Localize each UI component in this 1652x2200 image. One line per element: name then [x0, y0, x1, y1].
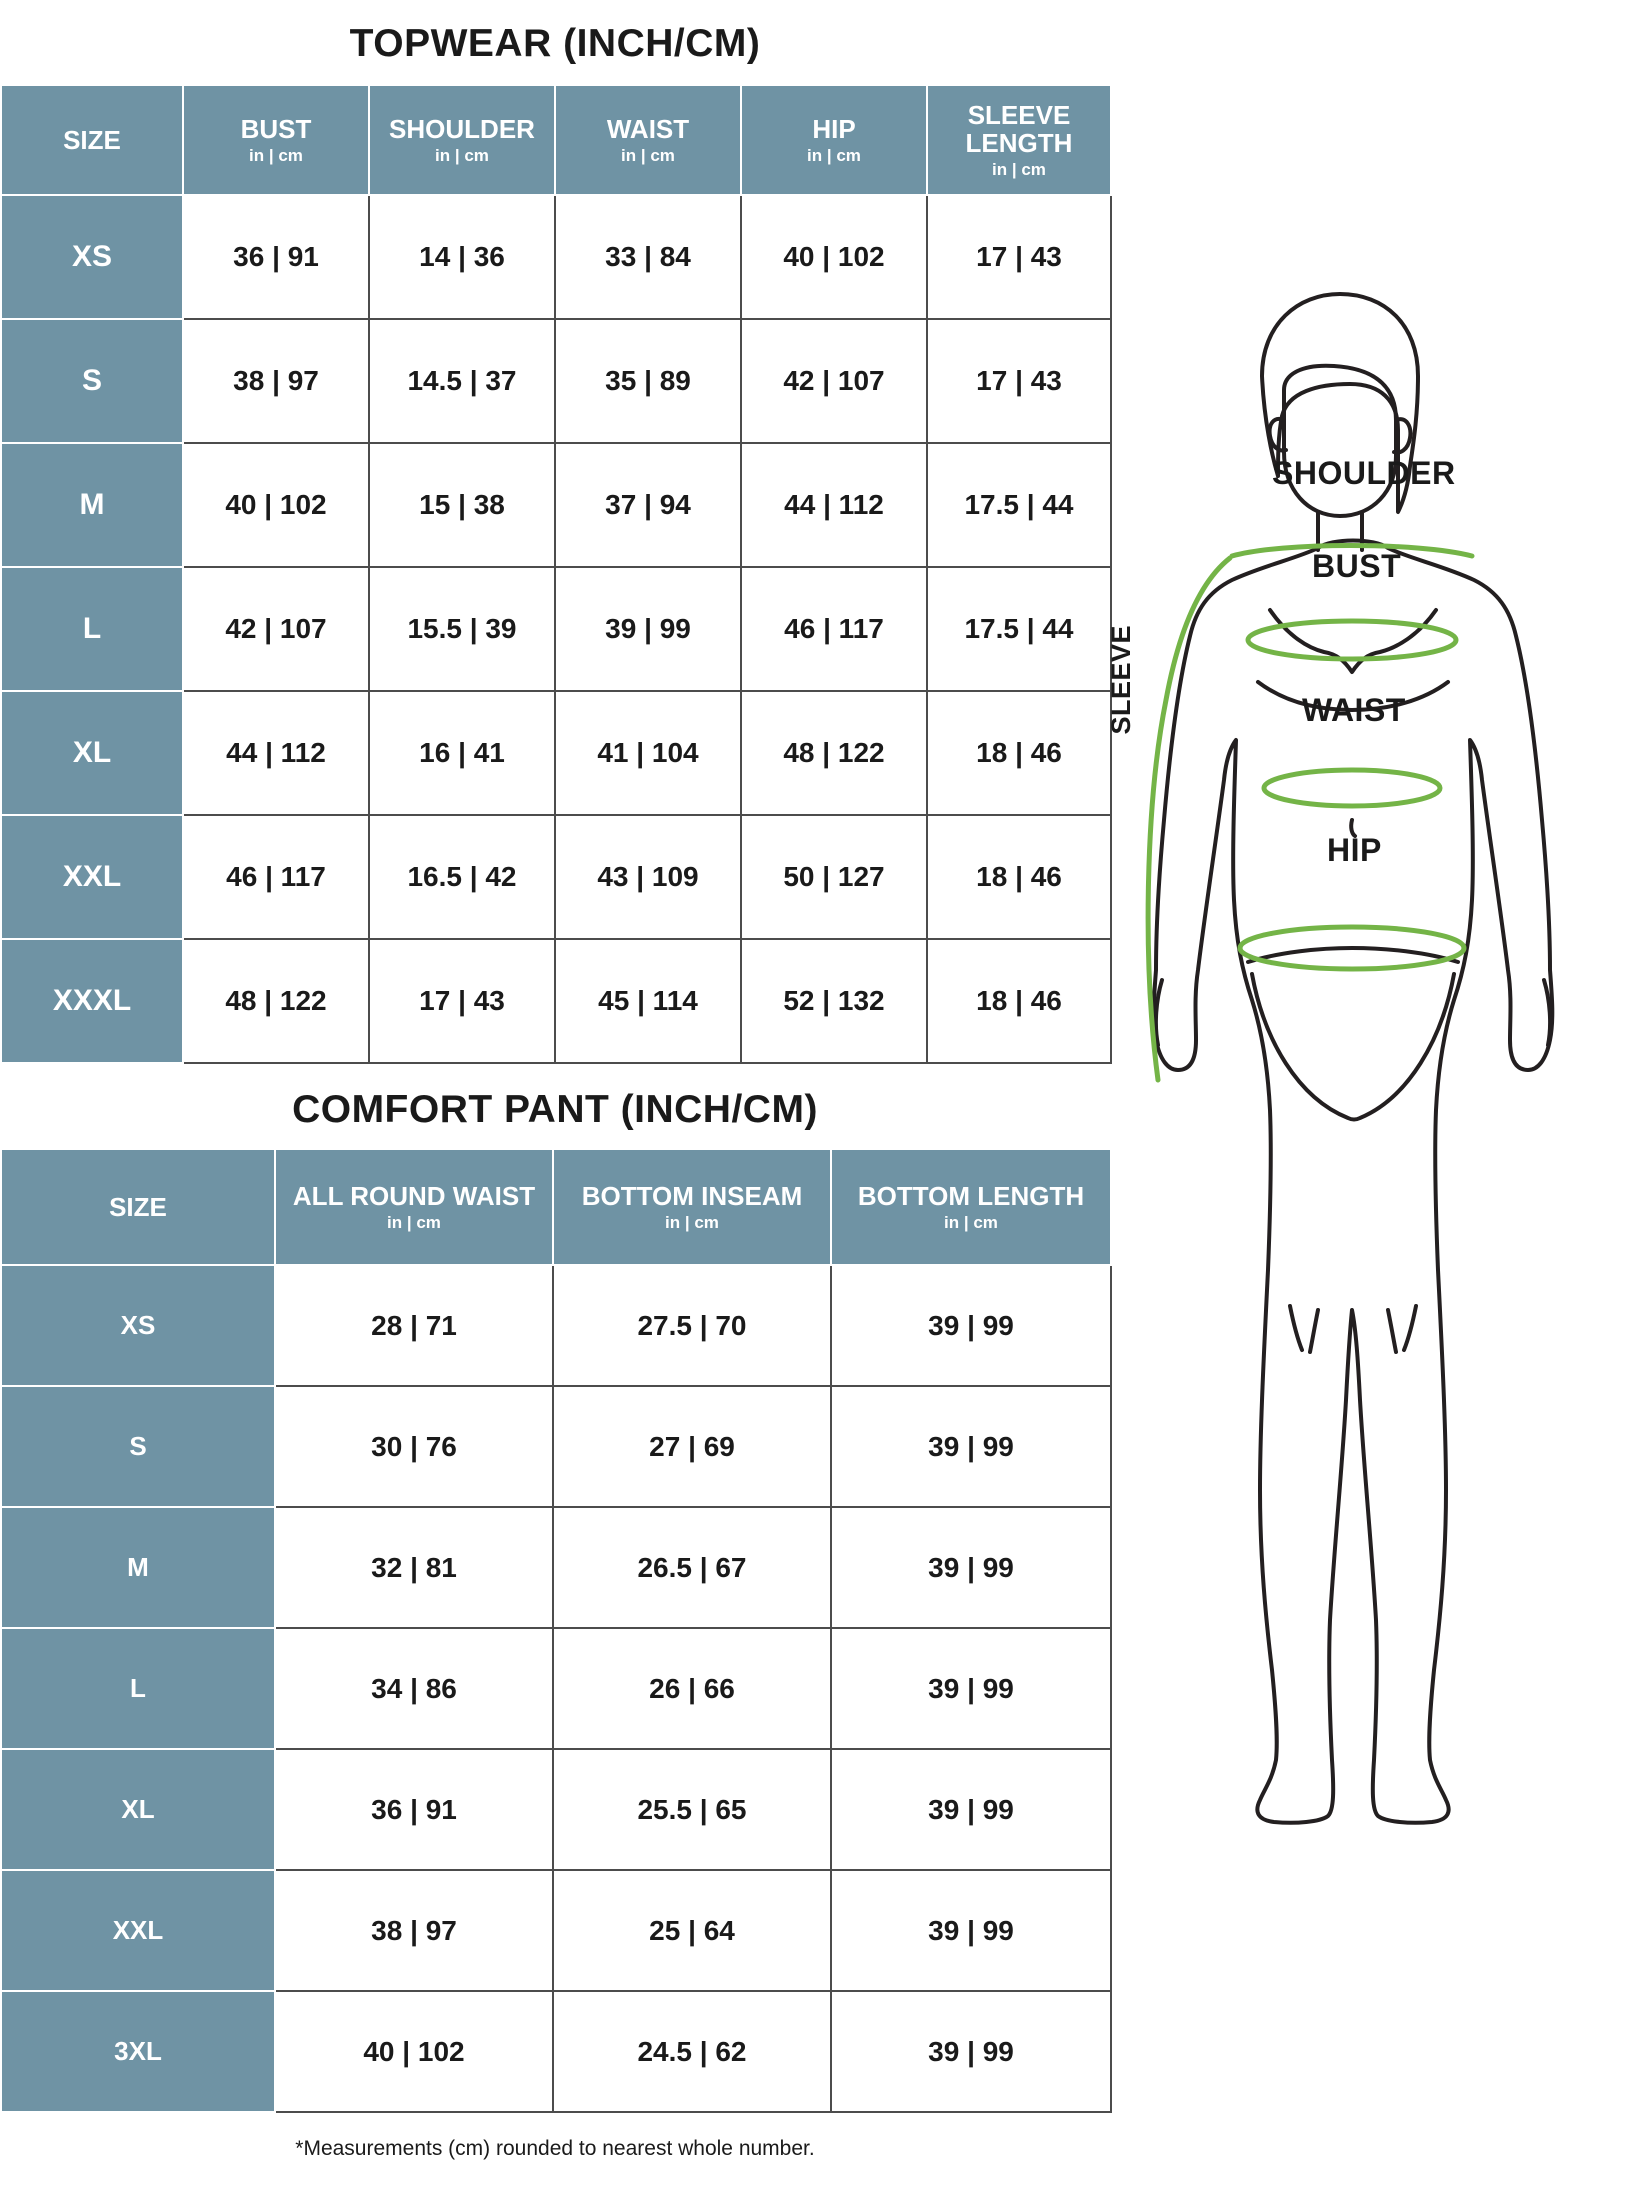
- right-knee-2: [1388, 1310, 1396, 1352]
- right-hand-detail: [1544, 980, 1550, 1045]
- female-body-diagram: [1112, 280, 1652, 1980]
- table-row: [1, 1265, 1111, 1386]
- table-row: [1, 1870, 1111, 1991]
- cell-hip: 50 | 127: [741, 815, 927, 939]
- cell-bottom-length: 39 | 99: [831, 1870, 1111, 1991]
- right-knee: [1404, 1306, 1416, 1350]
- measurement-figure: [1106, 280, 1652, 1980]
- cell-hip: 46 | 117: [741, 567, 927, 691]
- cell-all-round-waist: 36 | 91: [275, 1749, 553, 1870]
- table-header-row: [1, 85, 1111, 195]
- cell-bust: 40 | 102: [183, 443, 369, 567]
- unit-note: in | cm: [387, 1212, 441, 1232]
- row-size-label: XS: [1, 1265, 275, 1386]
- table-row: [1, 1507, 1111, 1628]
- unit-note: in | cm: [665, 1212, 719, 1232]
- row-size-label: M: [1, 1507, 275, 1628]
- cell-all-round-waist: 30 | 76: [275, 1386, 553, 1507]
- label-sleeve: SLEEVE: [1106, 625, 1136, 735]
- cell-bust: 48 | 122: [183, 939, 369, 1063]
- cell-all-round-waist: 28 | 71: [275, 1265, 553, 1386]
- cell-bust: 38 | 97: [183, 319, 369, 443]
- cell-shoulder: 16 | 41: [369, 691, 555, 815]
- cell-shoulder: 15 | 38: [369, 443, 555, 567]
- row-size-label: XS: [1, 195, 183, 319]
- cell-waist: 35 | 89: [555, 319, 741, 443]
- table-row: [1, 939, 1111, 1063]
- cell-bottom-length: 39 | 99: [831, 1507, 1111, 1628]
- cell-bottom-length: 39 | 99: [831, 1749, 1111, 1870]
- row-size-label: XL: [1, 691, 183, 815]
- cell-sleeve: 17 | 43: [927, 195, 1111, 319]
- unit-note: in | cm: [944, 1212, 998, 1232]
- cell-waist: 37 | 94: [555, 443, 741, 567]
- table-row: [1, 1749, 1111, 1870]
- cell-all-round-waist: 40 | 102: [275, 1991, 553, 2112]
- cell-all-round-waist: 38 | 97: [275, 1870, 553, 1991]
- cell-bottom-inseam: 27 | 69: [553, 1386, 831, 1507]
- table-header-row: [1, 1149, 1111, 1265]
- unit-note: in | cm: [992, 159, 1046, 179]
- table-row: [1, 443, 1111, 567]
- table-row: [1, 1628, 1111, 1749]
- row-size-label: L: [1, 1628, 275, 1749]
- row-size-label: S: [1, 319, 183, 443]
- cell-shoulder: 16.5 | 42: [369, 815, 555, 939]
- cell-bottom-length: 39 | 99: [831, 1386, 1111, 1507]
- topwear-title: TOPWEAR (INCH/CM): [349, 22, 761, 65]
- column-header-bottom-inseam: BOTTOM INSEAM in | cm: [553, 1149, 831, 1265]
- cell-bottom-inseam: 27.5 | 70: [553, 1265, 831, 1386]
- column-header-bottom-length: BOTTOM LENGTH in | cm: [831, 1149, 1111, 1265]
- cell-bust: 44 | 112: [183, 691, 369, 815]
- table-row: [1, 691, 1111, 815]
- cell-bottom-inseam: 26.5 | 67: [553, 1507, 831, 1628]
- label-hip: HIP: [1327, 832, 1382, 868]
- cell-bust: 36 | 91: [183, 195, 369, 319]
- column-header-shoulder: SHOULDER in | cm: [369, 85, 555, 195]
- measurement-footnote: *Measurements (cm) rounded to nearest whole number.: [295, 2137, 815, 2160]
- cell-all-round-waist: 34 | 86: [275, 1628, 553, 1749]
- cell-shoulder: 14.5 | 37: [369, 319, 555, 443]
- cell-waist: 45 | 114: [555, 939, 741, 1063]
- cell-hip: 42 | 107: [741, 319, 927, 443]
- label-shoulder: SHOULDER: [1272, 455, 1456, 491]
- row-size-label: XXXL: [1, 939, 183, 1063]
- label-waist: WAIST: [1302, 692, 1406, 728]
- row-size-label: 3XL: [1, 1991, 275, 2112]
- row-size-label: L: [1, 567, 183, 691]
- cell-shoulder: 14 | 36: [369, 195, 555, 319]
- waist-guide: [1264, 770, 1440, 806]
- cell-bottom-inseam: 25 | 64: [553, 1870, 831, 1991]
- briefs-top-line: [1248, 948, 1458, 962]
- cell-sleeve: 18 | 46: [927, 691, 1111, 815]
- left-knee: [1290, 1306, 1302, 1350]
- cell-shoulder: 15.5 | 39: [369, 567, 555, 691]
- column-header-size: SIZE: [1, 1149, 275, 1265]
- column-header-sleeve-length: SLEEVE LENGTH in | cm: [927, 85, 1111, 195]
- table-row: [1, 1991, 1111, 2112]
- column-header-waist: WAIST in | cm: [555, 85, 741, 195]
- cell-bust: 46 | 117: [183, 815, 369, 939]
- table-row: [1, 1386, 1111, 1507]
- row-size-label: M: [1, 443, 183, 567]
- column-header-hip: HIP in | cm: [741, 85, 927, 195]
- table-row: [1, 815, 1111, 939]
- cell-all-round-waist: 32 | 81: [275, 1507, 553, 1628]
- pants-title: COMFORT PANT (INCH/CM): [292, 1088, 818, 1131]
- column-header-size: SIZE: [1, 85, 183, 195]
- cell-bottom-inseam: 25.5 | 65: [553, 1749, 831, 1870]
- cell-sleeve: 18 | 46: [927, 815, 1111, 939]
- unit-note: in | cm: [435, 145, 489, 165]
- unit-note: in | cm: [621, 145, 675, 165]
- table-row: [1, 195, 1111, 319]
- cell-sleeve: 17 | 43: [927, 319, 1111, 443]
- cell-bottom-length: 39 | 99: [831, 1265, 1111, 1386]
- column-header-all-round-waist: ALL ROUND WAIST in | cm: [275, 1149, 553, 1265]
- table-row: [1, 567, 1111, 691]
- cell-bust: 42 | 107: [183, 567, 369, 691]
- unit-note: in | cm: [249, 145, 303, 165]
- cell-hip: 48 | 122: [741, 691, 927, 815]
- left-hand-detail: [1156, 980, 1162, 1045]
- left-knee-2: [1310, 1310, 1318, 1352]
- cell-waist: 33 | 84: [555, 195, 741, 319]
- cell-sleeve: 17.5 | 44: [927, 567, 1111, 691]
- unit-note: in | cm: [807, 145, 861, 165]
- row-size-label: S: [1, 1386, 275, 1507]
- column-header-bust: BUST in | cm: [183, 85, 369, 195]
- cell-sleeve: 18 | 46: [927, 939, 1111, 1063]
- row-size-label: XXL: [1, 815, 183, 939]
- cell-shoulder: 17 | 43: [369, 939, 555, 1063]
- cell-bottom-length: 39 | 99: [831, 1628, 1111, 1749]
- face-shape: [1284, 366, 1396, 516]
- briefs-bottom-line: [1252, 974, 1454, 1120]
- body-outline: [1154, 541, 1553, 1823]
- cell-waist: 39 | 99: [555, 567, 741, 691]
- cell-waist: 41 | 104: [555, 691, 741, 815]
- cell-hip: 40 | 102: [741, 195, 927, 319]
- row-size-label: XXL: [1, 1870, 275, 1991]
- cell-sleeve: 17.5 | 44: [927, 443, 1111, 567]
- cell-hip: 44 | 112: [741, 443, 927, 567]
- table-row: [1, 319, 1111, 443]
- topwear-size-table: [0, 84, 1112, 1064]
- pants-size-table: [0, 1148, 1112, 2113]
- cell-waist: 43 | 109: [555, 815, 741, 939]
- label-bust: BUST: [1312, 548, 1402, 584]
- row-size-label: XL: [1, 1749, 275, 1870]
- cell-bottom-inseam: 24.5 | 62: [553, 1991, 831, 2112]
- cell-hip: 52 | 132: [741, 939, 927, 1063]
- bust-guide: [1248, 621, 1456, 659]
- cell-bottom-length: 39 | 99: [831, 1991, 1111, 2112]
- cell-bottom-inseam: 26 | 66: [553, 1628, 831, 1749]
